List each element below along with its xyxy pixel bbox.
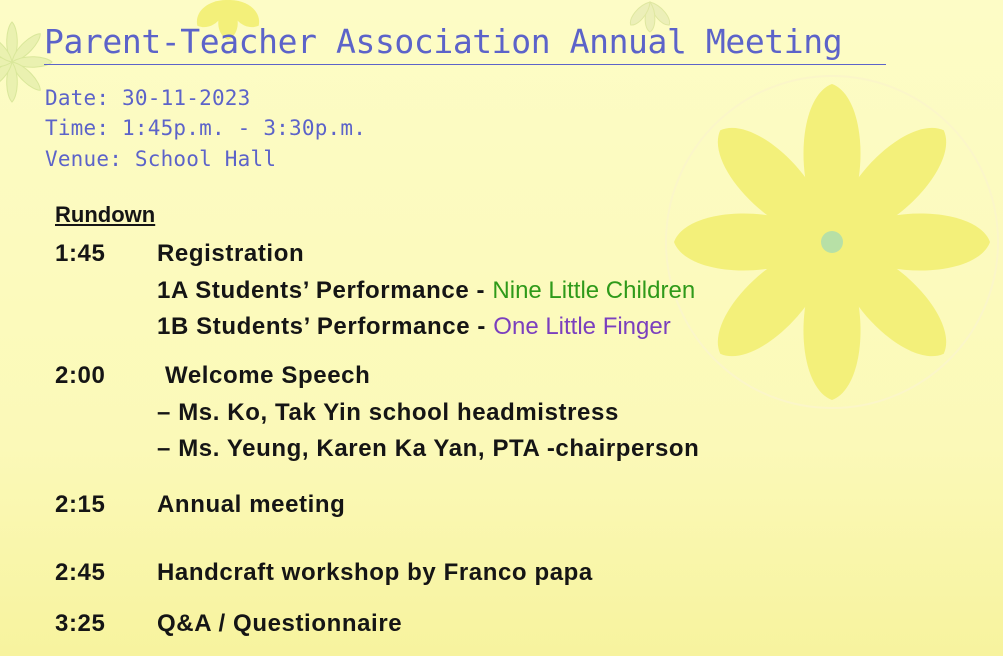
rundown-item: – Ms. Yeung, Karen Ka Yan, PTA -chairperson	[157, 435, 700, 462]
rundown-item	[157, 313, 671, 341]
performance-song: One Little Finger	[493, 313, 671, 340]
rundown-time: 2:15	[55, 491, 106, 518]
rundown-item	[157, 277, 695, 305]
page-title: Parent-Teacher Association Annual Meeting	[44, 22, 843, 61]
title-underline	[44, 64, 886, 65]
rundown-time: 2:00	[55, 362, 106, 389]
meeting-time: Time: 1:45p.m. - 3:30p.m.	[45, 116, 367, 140]
performance-label: 1A Students’ Performance -	[157, 277, 493, 304]
rundown-item: Registration	[157, 240, 305, 267]
performance-label: 1B Students’ Performance -	[157, 313, 494, 340]
performance-song: Nine Little Children	[492, 277, 696, 304]
rundown-item: Q&A / Questionnaire	[157, 610, 403, 637]
rundown-item: Annual meeting	[157, 491, 346, 518]
rundown-time: 1:45	[55, 240, 106, 267]
rundown-time: 2:45	[55, 559, 106, 586]
meeting-venue: Venue: School Hall	[45, 147, 277, 171]
rundown-item: – Ms. Ko, Tak Yin school headmistress	[157, 399, 619, 426]
meeting-date: Date: 30-11-2023	[45, 86, 251, 110]
rundown-time: 3:25	[55, 610, 106, 637]
rundown-heading: Rundown	[55, 202, 156, 227]
rundown-item: Welcome Speech	[165, 362, 371, 389]
rundown-item: Handcraft workshop by Franco papa	[157, 559, 593, 586]
